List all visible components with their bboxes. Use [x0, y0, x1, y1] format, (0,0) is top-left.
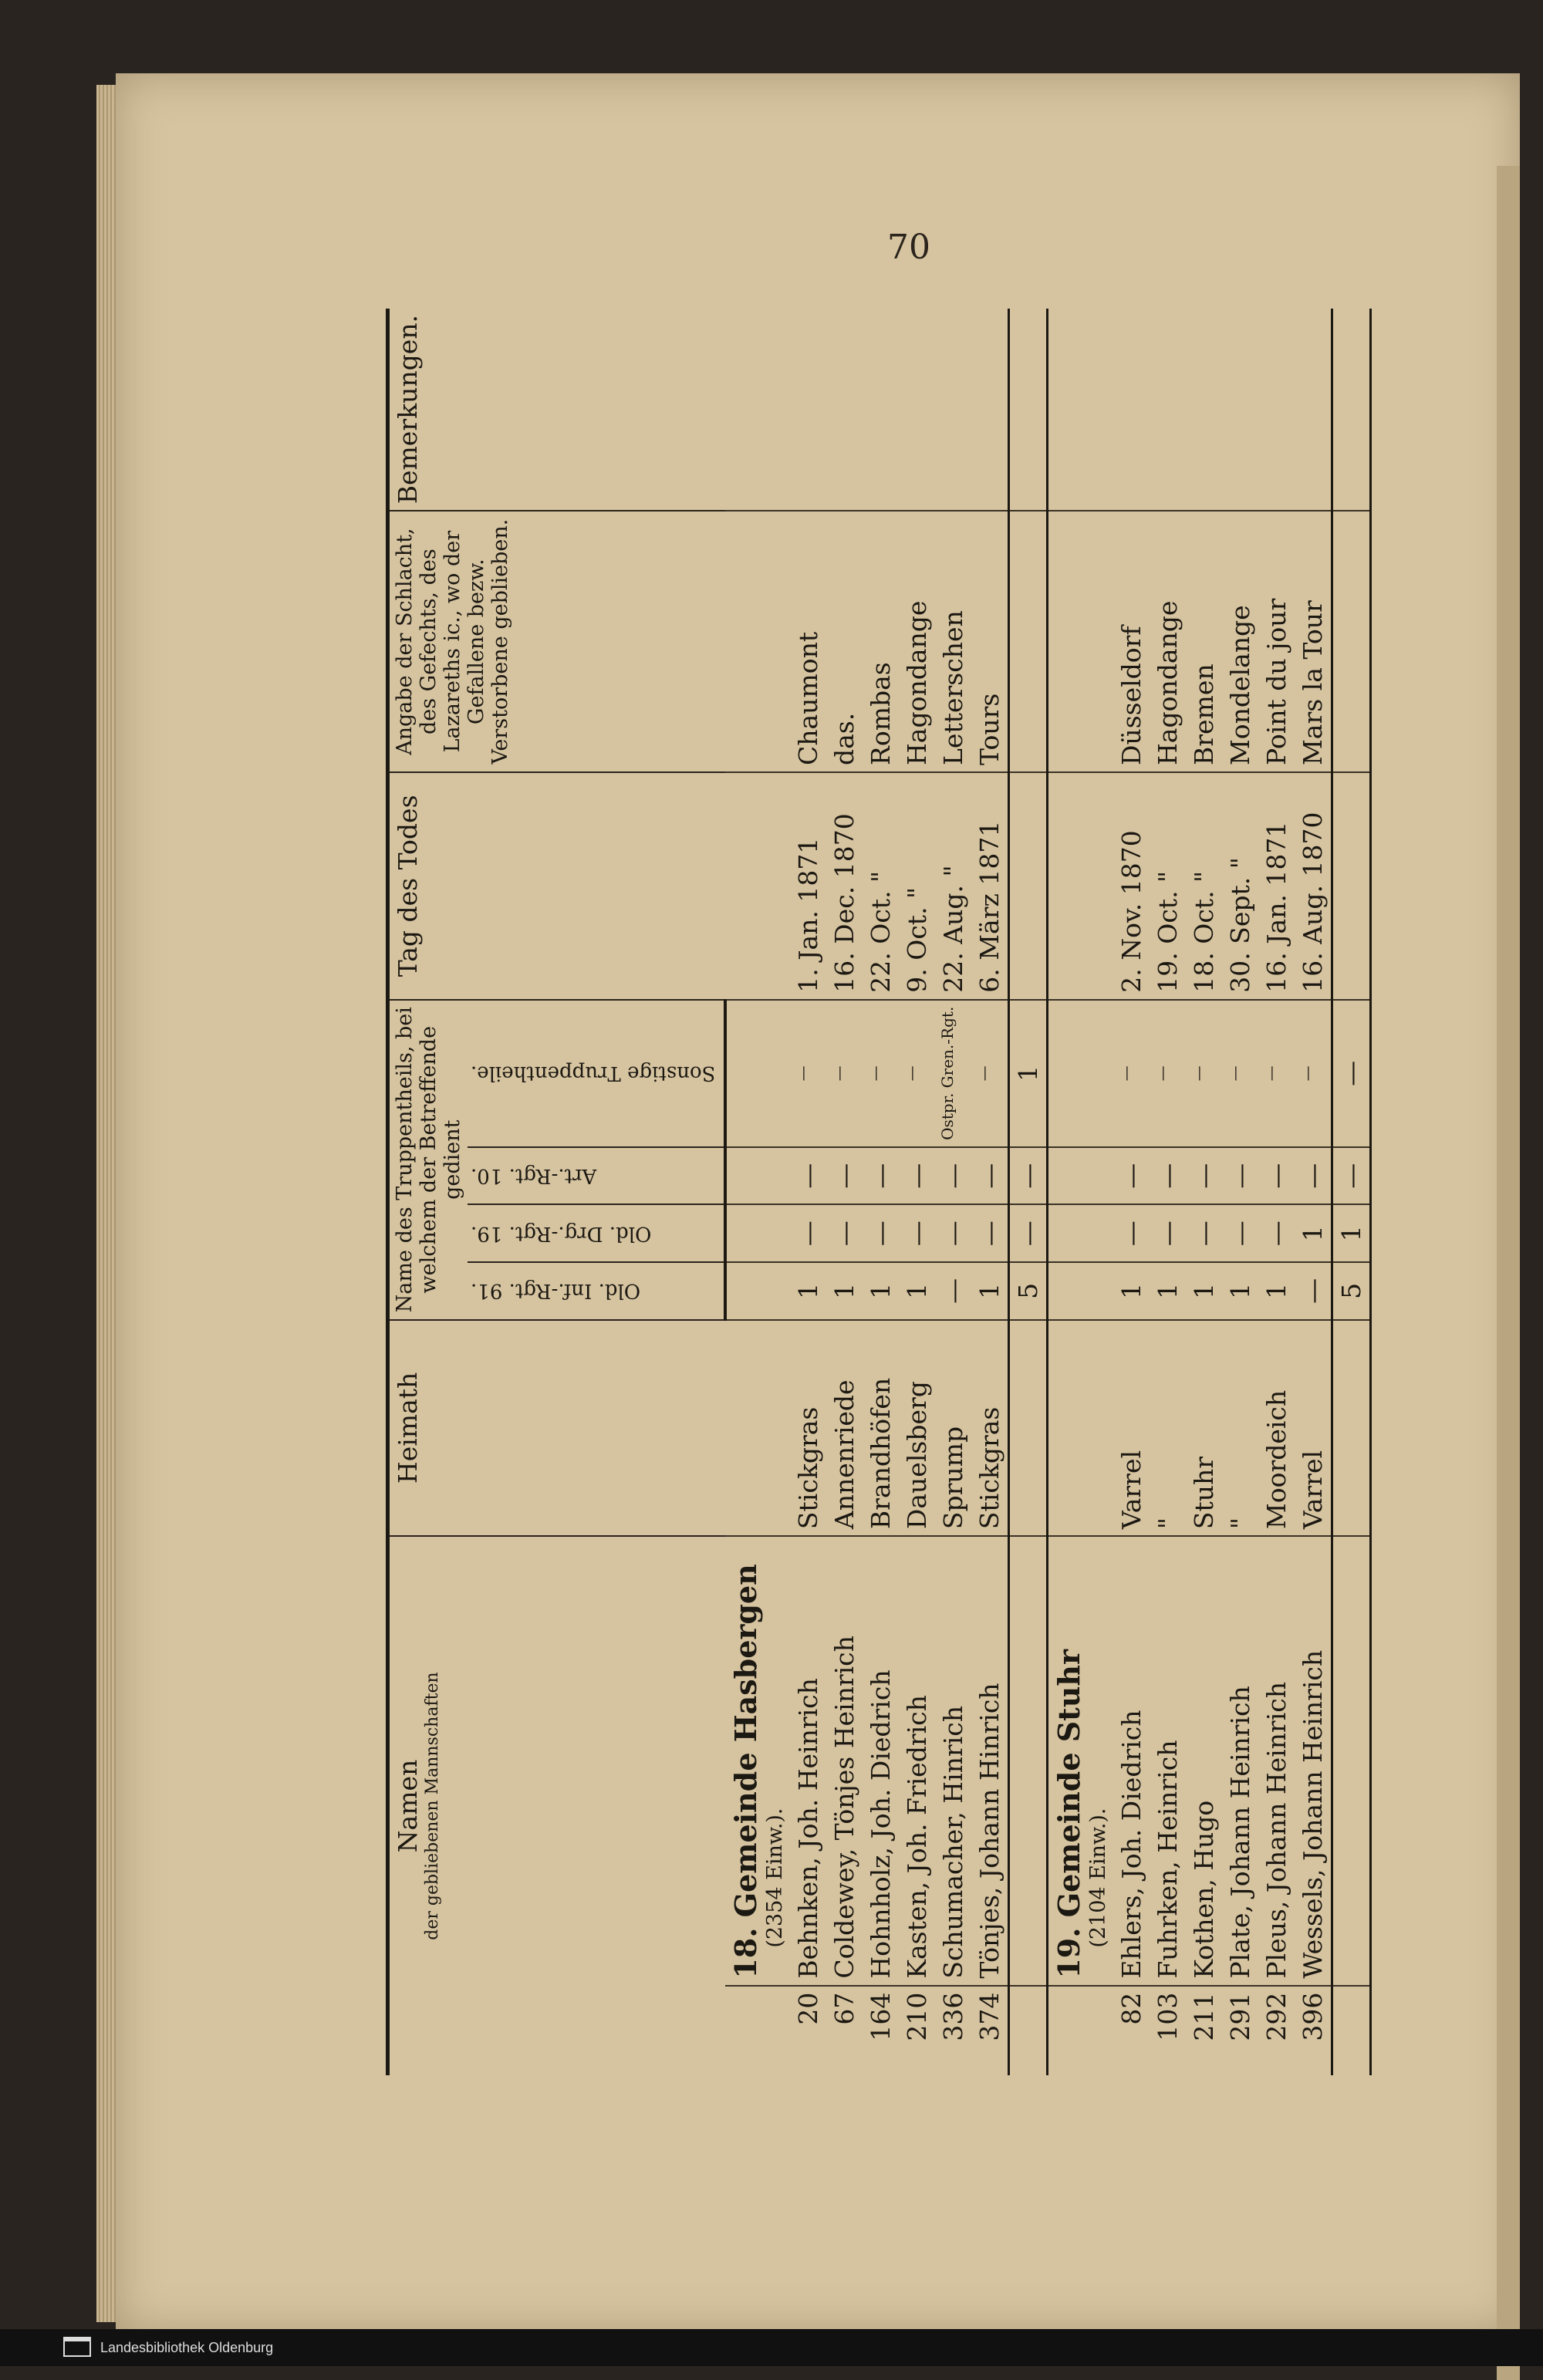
- section-heading: [725, 309, 790, 2075]
- cell-nr: 292: [1258, 1986, 1295, 2075]
- cell-u3: —: [1113, 1147, 1150, 1205]
- cell-name: Tönjes, Johann Hinrich: [971, 1536, 1009, 1986]
- cell-u3: —: [1222, 1147, 1258, 1205]
- cell-u2: —: [1222, 1205, 1258, 1263]
- total-blank: [1332, 511, 1371, 772]
- table-row: [826, 309, 863, 2075]
- cell-u2: —: [1150, 1205, 1186, 1263]
- cell-u4: —: [1222, 1000, 1258, 1147]
- cell-heim: Sprump: [935, 1320, 971, 1536]
- total-u1: 5: [1332, 1262, 1371, 1320]
- cell-heim: Stuhr: [1186, 1320, 1222, 1536]
- cell-name: Wessels, Johann Heinrich: [1295, 1536, 1332, 1986]
- header-namen: Namen der gebliebenen Mannschaften: [388, 1536, 726, 2075]
- total-blank: [1009, 1320, 1048, 1536]
- rotated-table-block: [386, 309, 1396, 2075]
- section-population: (2104 Einw.).: [1086, 1808, 1111, 1948]
- cell-bem: [826, 309, 863, 511]
- cell-ort: Hagondange: [1150, 511, 1186, 772]
- cell-u2: 1: [1295, 1205, 1332, 1263]
- cell-u3: —: [899, 1147, 935, 1205]
- cell-ort: Düsseldorf: [1113, 511, 1150, 772]
- cell-bem: [1295, 309, 1332, 511]
- header-ort: Angabe der Schlacht, des Gefechts, des Lazareths ic., wo der Gefallene bezw. Verstorbene geblieben.: [388, 511, 726, 772]
- cell-ort: Tours: [971, 511, 1009, 772]
- total-blank: [1332, 309, 1371, 511]
- cell-heim: Moordeich: [1258, 1320, 1295, 1536]
- cell-u2: —: [790, 1205, 826, 1263]
- table-row: [1113, 309, 1150, 2075]
- cell-tag: 16. Jan. 1871: [1258, 772, 1295, 1000]
- total-blank: [1009, 511, 1048, 772]
- cell-ort: Letterschen: [935, 511, 971, 772]
- cell-bem: [1150, 309, 1186, 511]
- table-body: [725, 309, 1371, 2075]
- cell-u3: —: [863, 1147, 899, 1205]
- cell-bem: [1258, 309, 1295, 511]
- casualty-table: [386, 309, 1372, 2075]
- total-blank: [1332, 1986, 1371, 2075]
- cell-nr: 374: [971, 1986, 1009, 2075]
- cell-name: Kasten, Joh. Friedrich: [899, 1536, 935, 1986]
- cell-heim: Stickgras: [971, 1320, 1009, 1536]
- cell-name: Schumacher, Hinrich: [935, 1536, 971, 1986]
- cell-nr: 67: [826, 1986, 863, 2075]
- section-population: (2354 Einw.).: [763, 1808, 788, 1948]
- table-row: [1222, 309, 1258, 2075]
- cell-ort: das.: [826, 511, 863, 772]
- header-unit-art10: Art.-Rgt. 10.: [468, 1147, 725, 1205]
- total-blank: [1009, 772, 1048, 1000]
- cell-tag: 16. Dec. 1870: [826, 772, 863, 1000]
- cell-heim: Stickgras: [790, 1320, 826, 1536]
- cell-name: Plate, Johann Heinrich: [1222, 1536, 1258, 1986]
- cell-tag: 6. März 1871: [971, 772, 1009, 1000]
- cell-nr: 103: [1150, 1986, 1186, 2075]
- cell-u3: —: [1295, 1147, 1332, 1205]
- cell-tag: 18. Oct. ": [1186, 772, 1222, 1000]
- cell-nr: 210: [899, 1986, 935, 2075]
- total-u3: —: [1332, 1147, 1371, 1205]
- header-unit-drg19: Old. Drg.-Rgt. 19.: [468, 1205, 725, 1263]
- cell-u1: 1: [826, 1262, 863, 1320]
- total-blank: [1009, 1536, 1048, 1986]
- cell-bem: [899, 309, 935, 511]
- cell-u1: 1: [1222, 1262, 1258, 1320]
- page-number: 70: [887, 228, 930, 267]
- table-row: [1186, 309, 1222, 2075]
- table-row: [899, 309, 935, 2075]
- header-tag: Tag des Todes: [388, 772, 726, 1000]
- cell-u1: 1: [899, 1262, 935, 1320]
- cell-bem: [790, 309, 826, 511]
- cell-u3: —: [790, 1147, 826, 1205]
- cell-ort: Mondelange: [1222, 511, 1258, 772]
- cell-ort: Rombas: [863, 511, 899, 772]
- cell-u1: 1: [1258, 1262, 1295, 1320]
- cell-bem: [1113, 309, 1150, 511]
- cell-u4: —: [899, 1000, 935, 1147]
- section-heading: [1048, 309, 1114, 2075]
- cell-heim: ": [1222, 1320, 1258, 1536]
- cell-nr: 336: [935, 1986, 971, 2075]
- table-row: [863, 309, 899, 2075]
- cell-u1: 1: [971, 1262, 1009, 1320]
- cell-bem: [863, 309, 899, 511]
- cell-ort: Bremen: [1186, 511, 1222, 772]
- cell-u2: —: [863, 1205, 899, 1263]
- cell-ort: Chaumont: [790, 511, 826, 772]
- cell-nr: 164: [863, 1986, 899, 2075]
- cell-u2: —: [1113, 1205, 1150, 1263]
- cell-u4: —: [1295, 1000, 1332, 1147]
- cell-u2: —: [1258, 1205, 1295, 1263]
- totals-row: [1009, 309, 1048, 2075]
- total-u3: —: [1009, 1147, 1048, 1205]
- cell-heim: ": [1150, 1320, 1186, 1536]
- cell-u4: Ostpr. Gren.-Rgt.: [935, 1000, 971, 1147]
- library-logo-icon: [63, 2337, 91, 2357]
- cell-tag: 16. Aug. 1870: [1295, 772, 1332, 1000]
- cell-name: Behnken, Joh. Heinrich: [790, 1536, 826, 1986]
- total-blank: [1332, 772, 1371, 1000]
- cell-nr: 20: [790, 1986, 826, 2075]
- cell-u4: —: [790, 1000, 826, 1147]
- total-blank: [1332, 1536, 1371, 1986]
- total-u1: 5: [1009, 1262, 1048, 1320]
- cell-u4: —: [826, 1000, 863, 1147]
- cell-name: Fuhrken, Heinrich: [1150, 1536, 1186, 1986]
- cell-tag: 30. Sept. ": [1222, 772, 1258, 1000]
- table-row: [1150, 309, 1186, 2075]
- cell-tag: 2. Nov. 1870: [1113, 772, 1150, 1000]
- cell-tag: 1. Jan. 1871: [790, 772, 826, 1000]
- cell-ort: Hagondange: [899, 511, 935, 772]
- cell-bem: [1186, 309, 1222, 511]
- cell-u2: —: [1186, 1205, 1222, 1263]
- cell-u4: —: [971, 1000, 1009, 1147]
- section-title: 19. Gemeinde Stuhr: [1052, 1649, 1087, 1979]
- cell-heim: Brandhöfen: [863, 1320, 899, 1536]
- totals-row: [1332, 309, 1371, 2075]
- cell-name: Hohnholz, Joh. Diedrich: [863, 1536, 899, 1986]
- total-u2: 1: [1332, 1205, 1371, 1263]
- cell-u3: —: [971, 1147, 1009, 1205]
- cell-u3: —: [826, 1147, 863, 1205]
- cell-u1: —: [935, 1262, 971, 1320]
- total-u2: —: [1009, 1205, 1048, 1263]
- cell-nr: 396: [1295, 1986, 1332, 2075]
- cell-tag: 9. Oct. ": [899, 772, 935, 1000]
- cell-ort: Point du jour: [1258, 511, 1295, 772]
- cell-u1: 1: [1186, 1262, 1222, 1320]
- table-row: [1258, 309, 1295, 2075]
- cell-tag: 19. Oct. ": [1150, 772, 1186, 1000]
- cell-u3: —: [935, 1147, 971, 1205]
- cell-name: Kothen, Hugo: [1186, 1536, 1222, 1986]
- cell-nr: 82: [1113, 1986, 1150, 2075]
- cell-u4: —: [1186, 1000, 1222, 1147]
- footer-bar: [0, 2329, 1543, 2366]
- cell-bem: [971, 309, 1009, 511]
- cell-u2: —: [935, 1205, 971, 1263]
- cell-u4: —: [863, 1000, 899, 1147]
- cell-u1: 1: [863, 1262, 899, 1320]
- header-unit-sonstige: Sonstige Truppentheile.: [468, 1000, 725, 1147]
- cell-u4: —: [1258, 1000, 1295, 1147]
- table-row: [790, 309, 826, 2075]
- header-unit-inf91: Old. Inf.-Rgt. 91.: [468, 1262, 725, 1320]
- next-page-edge: [1497, 166, 1520, 2380]
- cell-heim: Varrel: [1113, 1320, 1150, 1536]
- section-title: 18. Gemeinde Hasbergen: [728, 1564, 764, 1979]
- cell-ort: Mars la Tour: [1295, 511, 1332, 772]
- cell-tag: 22. Oct. ": [863, 772, 899, 1000]
- cell-u2: —: [899, 1205, 935, 1263]
- cell-nr: 291: [1222, 1986, 1258, 2075]
- header-heimath: Heimath: [388, 1320, 726, 1536]
- cell-name: Ehlers, Joh. Diedrich: [1113, 1536, 1150, 1986]
- cell-heim: Annenriede: [826, 1320, 863, 1536]
- cell-u2: —: [826, 1205, 863, 1263]
- total-blank: [1009, 309, 1048, 511]
- cell-u3: —: [1258, 1147, 1295, 1205]
- header-truppe: Name des Truppentheils, bei welchem der Betreffende gedient: [388, 1000, 468, 1320]
- cell-name: Coldewey, Tönjes Heinrich: [826, 1536, 863, 1986]
- cell-bem: [935, 309, 971, 511]
- cell-u2: —: [971, 1205, 1009, 1263]
- total-blank: [1332, 1320, 1371, 1536]
- table-row: [1295, 309, 1332, 2075]
- cell-name: Pleus, Johann Heinrich: [1258, 1536, 1295, 1986]
- cell-tag: 22. Aug. ": [935, 772, 971, 1000]
- cell-nr: 211: [1186, 1986, 1222, 2075]
- cell-u3: —: [1150, 1147, 1186, 1205]
- cell-heim: Dauelsberg: [899, 1320, 935, 1536]
- table-row: [935, 309, 971, 2075]
- cell-heim: Varrel: [1295, 1320, 1332, 1536]
- cell-u1: —: [1295, 1262, 1332, 1320]
- cell-u1: 1: [1113, 1262, 1150, 1320]
- total-u4: 1: [1009, 1000, 1048, 1147]
- cell-u3: —: [1186, 1147, 1222, 1205]
- cell-u1: 1: [790, 1262, 826, 1320]
- cell-u4: —: [1113, 1000, 1150, 1147]
- table-row: [971, 309, 1009, 2075]
- cell-u1: 1: [1150, 1262, 1186, 1320]
- cell-u4: —: [1150, 1000, 1186, 1147]
- footer-label: Landesbibliothek Oldenburg: [100, 2340, 274, 2355]
- total-u4: —: [1332, 1000, 1371, 1147]
- cell-bem: [1222, 309, 1258, 511]
- total-blank: [1009, 1986, 1048, 2075]
- header-bemerkungen: Bemerkungen.: [393, 315, 423, 505]
